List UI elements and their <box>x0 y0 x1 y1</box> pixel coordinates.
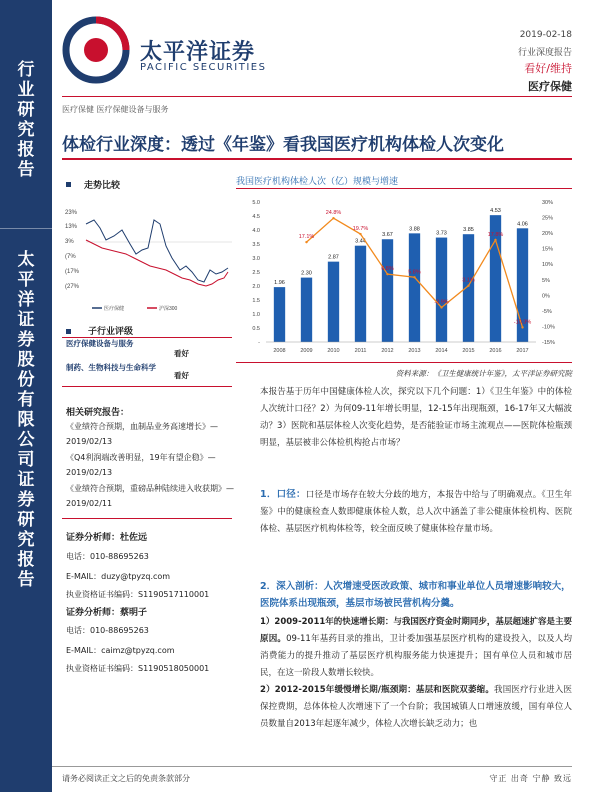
x-tick: 2010 <box>327 348 340 354</box>
analyst-name: 杜佐远 <box>120 533 148 543</box>
page-title: 体检行业深度：透过《年鉴》看我国医疗机构体检人次变化 <box>62 135 504 155</box>
footer-divider <box>52 766 572 767</box>
x-tick: 2017 <box>516 348 529 354</box>
x-tick: 2009 <box>300 348 313 354</box>
footer-disclaimer[interactable]: 请务必阅读正文之后的免责条款部分 <box>62 774 190 783</box>
sub-rating-name: 医疗保健设备与服务 <box>66 339 134 348</box>
growth-point <box>413 276 415 278</box>
chart-title-divider <box>236 188 572 189</box>
y-right-tick: -10% <box>542 324 555 331</box>
bar-label: 4.53 <box>490 208 501 215</box>
trend-line-healthcare <box>86 220 228 282</box>
growth-point <box>467 284 469 286</box>
analyst-cert: 执业资格证书编码：S1190518050001 <box>66 664 210 673</box>
sidebar-divider <box>0 228 52 229</box>
point1-head: 1．口径： <box>260 489 306 500</box>
bar <box>274 287 285 342</box>
chart-bottom-divider <box>236 362 572 363</box>
bar-label: 3.44 <box>355 238 366 245</box>
growth-point <box>521 326 523 328</box>
sub1-head: 1）2009-2011年的快速增长期：与我国医疗资金时期同步，基层超速扩容是主要原因。 <box>260 617 572 644</box>
bar-label: 2.87 <box>328 254 339 261</box>
bar-label: 3.88 <box>409 226 420 233</box>
analyst-email[interactable]: E-MAIL：caimz@tpyzq.com <box>66 646 175 655</box>
y-left-tick: 5.0 <box>252 200 260 206</box>
bar-label: 4.06 <box>517 221 528 228</box>
y-right-tick: 0% <box>542 293 550 300</box>
bar <box>409 233 420 342</box>
trend-y-tick: 23% <box>65 210 78 216</box>
x-tick: 2013 <box>408 348 421 354</box>
trend-title: 走势比较 <box>84 181 121 191</box>
growth-label: 5.8% <box>408 269 421 276</box>
bar-label: 3.73 <box>436 230 447 237</box>
bar-label: 3.85 <box>463 227 474 234</box>
point1-text: 口径是市场存在较大分歧的地方，本报告中给与了明确观点。《卫生年鉴》中的健康检查人数即健康体检人数，总人次中涵盖了非公健康体检机构、医院体检、基层医疗机构体检等，较全面反映了健康体检存量市场。 <box>260 490 572 534</box>
growth-point <box>305 241 307 243</box>
growth-label: 3.1% <box>462 277 475 284</box>
sub2-paragraph <box>260 682 572 768</box>
trend-y-tick: (27% <box>65 284 80 290</box>
related-item[interactable]: 《Q4利润端改善明显，19年有望企稳》—2019/02/13 <box>66 453 216 477</box>
point1-paragraph <box>260 486 572 538</box>
bar-label: 1.96 <box>274 280 285 287</box>
x-tick: 2008 <box>273 348 286 354</box>
y-right-tick: 5% <box>542 277 550 284</box>
x-tick: 2011 <box>354 348 367 354</box>
y-left-tick: 3.5 <box>252 242 260 248</box>
analyst-phone: 电话：010-88695263 <box>66 552 149 561</box>
y-right-tick: 20% <box>542 231 554 238</box>
y-left-tick: 0.5 <box>252 326 260 332</box>
logo-cn-text: 太平洋证券 <box>140 40 256 65</box>
analyst-label: 证券分析师： <box>66 608 121 618</box>
growth-label: 24.8% <box>325 210 342 217</box>
pacific-logo-icon <box>62 16 130 84</box>
related-item[interactable]: 《业绩符合预期，重磅品种陆续进入收获期》—2019/02/11 <box>66 484 234 508</box>
breadcrumb: 医疗保健 医疗保健设备与服务 <box>62 105 169 114</box>
sub1-text: 09-11年基药目录的推出，卫计委加强基层医疗机构的建设投入，以及人均消费能力的提升推动了基层医疗机构服务能力快速提升；国有单位人员和城市居民，在这一阶段人数增长较快。 <box>260 634 572 678</box>
analyst-1-row <box>66 530 147 543</box>
growth-label: -10.3% <box>513 319 532 326</box>
bar-label: 2.30 <box>301 270 312 277</box>
trend-bullet <box>66 182 71 187</box>
growth-point <box>440 306 442 308</box>
chart-title: 我国医疗机构体检人次（亿）规模与增速 <box>236 177 399 187</box>
analyst-phone: 电话：010-88695263 <box>66 626 149 635</box>
rating-bullet <box>66 329 71 334</box>
analyst-cert: 执业资格证书编码：S1190517110001 <box>66 590 210 599</box>
trend-y-tick: 3% <box>65 239 74 245</box>
sub-rating-value: 看好 <box>174 371 189 380</box>
y-left-tick: - <box>258 340 260 346</box>
growth-point <box>332 217 334 219</box>
growth-point <box>494 239 496 241</box>
trend-legend: 医疗保健 <box>104 306 125 312</box>
trend-chart <box>62 200 234 318</box>
trend-y-tick: 13% <box>65 224 78 230</box>
growth-label: 19.7% <box>352 226 369 233</box>
related-item[interactable]: 《业绩符合预期，血制品业务高速增长》—2019/02/13 <box>66 422 218 446</box>
sub1-paragraph <box>260 614 572 682</box>
y-right-tick: 25% <box>542 215 554 222</box>
y-left-tick: 4.5 <box>252 214 260 220</box>
analyst-divider <box>62 518 232 519</box>
analyst-email[interactable]: E-MAIL：duzy@tpyzq.com <box>66 572 171 581</box>
sub2-head: 2）2012-2015年缓慢增长期/瓶颈期：基层和医院双萎缩。 <box>260 685 495 695</box>
rating-badge: 看好/维持 <box>524 62 572 75</box>
trend-line-hs300 <box>86 240 228 286</box>
sub-rating-title: 子行业评级 <box>88 327 134 337</box>
bar <box>328 262 339 342</box>
growth-label: 6.8% <box>381 266 394 273</box>
point2-head: 2．深入剖析：人次增速受医改政策、城市和事业单位人员增速影响较大，医院体系出现瓶颈，基层市场被民营机构分羹。 <box>260 581 571 609</box>
growth-label: -3.9% <box>434 299 449 306</box>
y-right-tick: 15% <box>542 246 554 253</box>
sub-rating-value: 看好 <box>174 349 189 358</box>
y-left-tick: 2.5 <box>252 270 260 276</box>
analyst-name: 蔡明子 <box>120 608 148 618</box>
report-date: 2019-02-18 <box>519 30 572 40</box>
left-sidebar <box>0 0 52 792</box>
y-right-tick: -5% <box>542 308 552 315</box>
y-left-tick: 1.0 <box>252 312 260 318</box>
x-tick: 2012 <box>381 348 394 354</box>
intro-paragraph: 本报告基于历年中国健康体检人次，探究以下几个问题：1）《卫生年鉴》中的体检人次统计口径？2）为何09-11年增长明显，12-15年出现瓶颈，16-17年又大幅波动？3）医院和基层体检人次变化趋势，是否能验证市场主流观点——医院体检瓶颈明显，基层被非公体检机构抢占市场？ <box>260 387 572 448</box>
bar <box>382 239 393 342</box>
bar-label: 3.67 <box>382 232 393 239</box>
sub-rating-name: 制药、生物科技与生命科学 <box>66 363 156 372</box>
trend-legend: 沪深300 <box>159 306 178 312</box>
x-tick: 2014 <box>435 348 448 354</box>
trend-y-tick: (17% <box>65 269 80 275</box>
analyst-2-row <box>66 605 147 618</box>
x-tick: 2015 <box>462 348 475 354</box>
bar <box>436 238 447 342</box>
title-divider <box>62 158 572 160</box>
main-chart <box>236 192 572 360</box>
y-left-tick: 2.0 <box>252 284 260 290</box>
report-category-vertical: 行业研究报告 <box>17 60 35 180</box>
y-left-tick: 4.0 <box>252 228 260 234</box>
growth-label: 17.1% <box>298 234 315 241</box>
y-right-tick: 10% <box>542 262 554 269</box>
sub2-text: 我国医疗行业进入医保控费期，总体体检人次增速下了一个台阶；我国城镇人口增速放缓，国有单位人员数量自2013年起逐年减少，体检人次增长缺乏动力；也 <box>260 685 572 729</box>
rating-divider <box>62 386 232 387</box>
y-left-tick: 1.5 <box>252 298 260 304</box>
growth-label: 17.8% <box>487 231 504 238</box>
chart-source: 资料来源：《卫生健康统计年鉴》，太平洋证券研究院 <box>395 369 572 378</box>
y-left-tick: 3.0 <box>252 256 260 262</box>
growth-point <box>359 233 361 235</box>
analyst-label: 证券分析师： <box>66 533 121 543</box>
trend-y-tick: (7% <box>65 254 76 260</box>
x-tick: 2016 <box>489 348 502 354</box>
footer-motto: 守正 出奇 宁静 致远 <box>489 774 572 783</box>
y-right-tick: -15% <box>542 340 555 346</box>
growth-point <box>386 273 388 275</box>
header-divider <box>62 96 572 97</box>
bar <box>355 246 366 342</box>
report-type: 行业深度报告 <box>517 48 572 58</box>
related-title: 相关研究报告： <box>66 408 130 418</box>
bar <box>301 278 312 342</box>
logo-en-text: PACIFIC SECURITIES <box>140 62 267 73</box>
company-name-vertical: 太平洋证券股份有限公司证券研究报告 <box>17 250 35 590</box>
industry-label: 医疗保健 <box>528 80 572 93</box>
y-right-tick: 30% <box>542 200 554 206</box>
